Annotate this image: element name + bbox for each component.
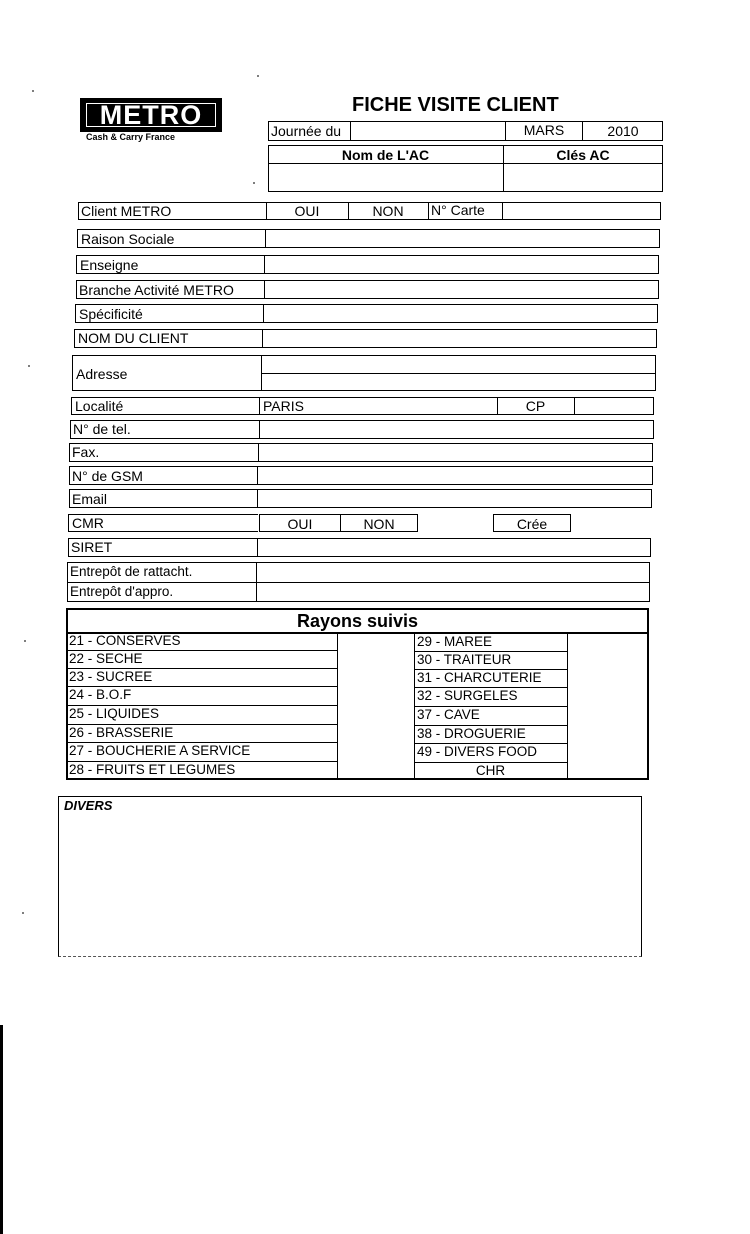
divider xyxy=(263,304,264,323)
cp-label: CP xyxy=(525,398,546,414)
scan-edge xyxy=(0,1025,3,1234)
divider xyxy=(258,443,259,462)
siret-field[interactable] xyxy=(259,539,650,556)
rayon-left: 22 - SECHE xyxy=(69,651,143,666)
rayon-right: CHR xyxy=(475,763,506,778)
journee-label: Journée du xyxy=(271,123,342,139)
siret-label: SIRET xyxy=(71,539,113,555)
raison-sociale-label: Raison Sociale xyxy=(81,231,175,247)
entrepot-appro-label: Entrepôt d'appro. xyxy=(70,584,174,599)
carte-field[interactable] xyxy=(504,203,660,219)
divider xyxy=(337,632,338,780)
rayon-right: 30 - TRAITEUR xyxy=(417,652,512,667)
rayon-right: 29 - MAREE xyxy=(417,634,493,649)
scan-speck xyxy=(28,365,30,367)
divider xyxy=(259,397,260,415)
enseigne-field[interactable] xyxy=(266,256,658,273)
adresse-field-1[interactable] xyxy=(263,356,655,372)
client-metro-non[interactable]: NON xyxy=(372,203,404,219)
rayon-left: 25 - LIQUIDES xyxy=(69,706,160,721)
logo-text: METRO xyxy=(99,100,203,130)
divider xyxy=(257,489,258,508)
divider xyxy=(502,202,503,220)
localite-label: Localité xyxy=(75,398,124,414)
rayons-title: Rayons suivis xyxy=(296,611,419,631)
divers-box[interactable] xyxy=(58,796,642,957)
client-metro-label: Client METRO xyxy=(81,203,172,219)
specificite-label: Spécificité xyxy=(79,306,143,322)
enseigne-label: Enseigne xyxy=(80,257,139,273)
scan-speck xyxy=(32,90,34,92)
rayon-right: 38 - DROGUERIE xyxy=(417,726,526,741)
rayon-left: 28 - FRUITS ET LEGUMES xyxy=(69,762,236,777)
client-metro-oui[interactable]: OUI xyxy=(294,203,320,219)
nom-ac-label: Nom de L'AC xyxy=(341,147,430,163)
email-field[interactable] xyxy=(259,490,651,507)
gsm-field[interactable] xyxy=(259,467,651,484)
logo-subtitle: Cash & Carry France xyxy=(86,132,176,142)
email-label: Email xyxy=(72,491,108,507)
divider xyxy=(257,466,258,485)
scan-speck xyxy=(22,912,24,914)
divers-label: DIVERS xyxy=(64,798,113,813)
entrepot-rattacht-label: Entrepôt de rattacht. xyxy=(70,564,193,579)
cp-field[interactable] xyxy=(576,398,653,414)
metro-logo xyxy=(80,98,222,132)
cles-ac-field[interactable] xyxy=(505,165,662,190)
nom-ac-field[interactable] xyxy=(270,165,502,190)
cree-label: Crée xyxy=(516,516,548,532)
cmr-non: NON xyxy=(363,516,395,532)
gsm-label: N° de GSM xyxy=(72,468,143,484)
date-day-field[interactable] xyxy=(352,122,504,140)
rayon-left: 27 - BOUCHERIE A SERVICE xyxy=(69,743,251,758)
tel-label: N° de tel. xyxy=(73,421,131,437)
adresse-field-2[interactable] xyxy=(263,374,655,390)
branche-field[interactable] xyxy=(266,281,658,298)
scan-speck xyxy=(24,640,26,642)
fax-field[interactable] xyxy=(260,444,652,461)
cmr-oui: OUI xyxy=(287,516,313,532)
nom-client-field[interactable] xyxy=(264,330,656,347)
specificite-field[interactable] xyxy=(265,305,657,322)
scan-speck xyxy=(253,182,255,184)
rayon-left: 23 - SUCREE xyxy=(69,669,153,684)
nom-client-label: NOM DU CLIENT xyxy=(78,330,189,346)
divider xyxy=(567,632,568,780)
cmr-label: CMR xyxy=(72,515,104,531)
cles-ac-label: Clés AC xyxy=(556,147,610,163)
rayon-right: 31 - CHARCUTERIE xyxy=(417,670,542,685)
localite-value[interactable]: PARIS xyxy=(263,398,304,414)
divider xyxy=(428,202,429,220)
divider xyxy=(257,538,258,557)
rayon-right: 49 - DIVERS FOOD xyxy=(417,744,538,759)
rayon-left: 24 - B.O.F xyxy=(69,687,132,702)
fax-label: Fax. xyxy=(72,444,100,460)
rayon-left: 26 - BRASSERIE xyxy=(69,725,174,740)
adresse-label: Adresse xyxy=(76,366,128,382)
branche-label: Branche Activité METRO xyxy=(79,282,234,298)
entrepot-rattacht-field[interactable] xyxy=(258,563,649,581)
carte-label: N° Carte xyxy=(431,202,485,218)
divider xyxy=(264,255,265,274)
divider xyxy=(574,397,575,415)
divider xyxy=(265,229,266,248)
divider xyxy=(264,280,265,299)
rayons-right-check-column[interactable] xyxy=(569,633,647,779)
date-year[interactable]: 2010 xyxy=(607,123,639,139)
page-title: FICHE VISITE CLIENT xyxy=(352,94,559,116)
date-month[interactable]: MARS xyxy=(523,122,565,138)
rayons-left-check-column[interactable] xyxy=(339,633,413,779)
divider xyxy=(262,329,263,348)
divider xyxy=(259,420,260,439)
scan-speck xyxy=(257,75,259,77)
raison-sociale-field[interactable] xyxy=(267,230,659,247)
rayon-left: 21 - CONSERVES xyxy=(69,633,181,648)
rayon-right: 32 - SURGELES xyxy=(417,688,518,703)
rayon-right: 37 - CAVE xyxy=(417,707,480,722)
entrepot-appro-field[interactable] xyxy=(258,583,649,601)
divider xyxy=(350,121,351,141)
divider xyxy=(268,163,663,164)
tel-field[interactable] xyxy=(261,421,653,438)
